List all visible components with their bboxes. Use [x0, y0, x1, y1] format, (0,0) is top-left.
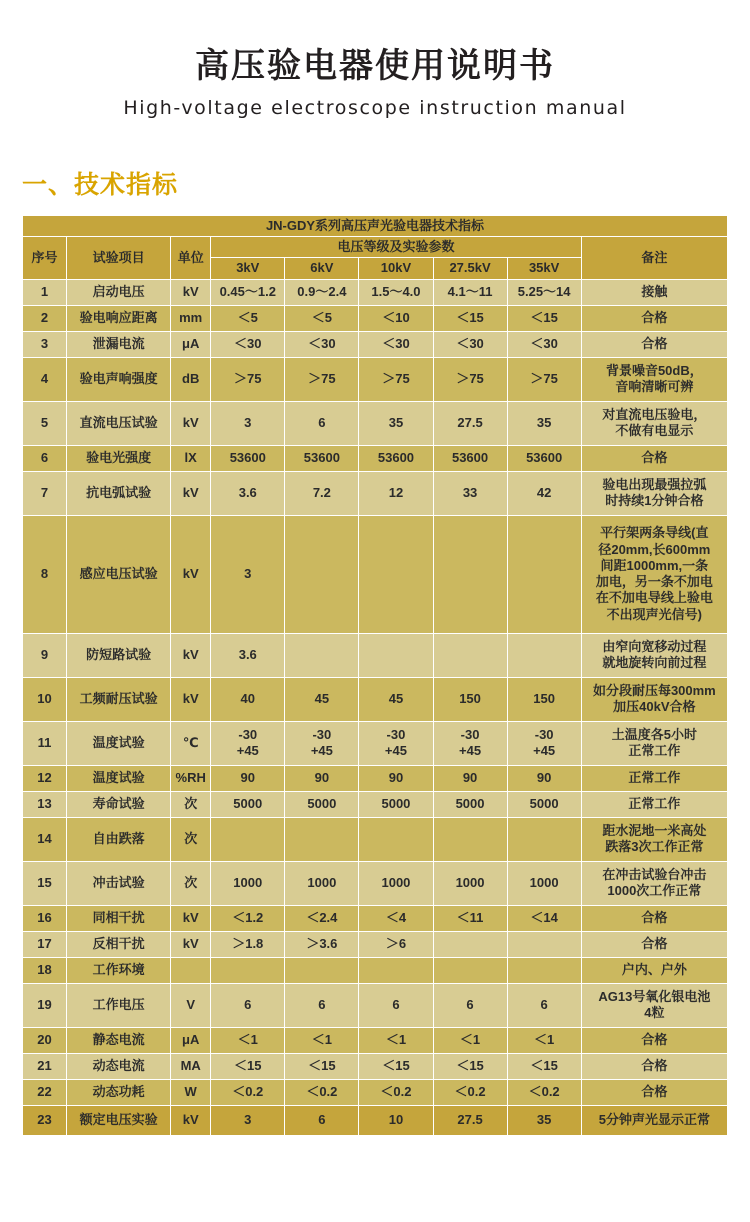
cell-no: 17	[23, 931, 67, 957]
cell-item: 验电光强度	[67, 445, 171, 471]
cell-value-2: ＜15	[285, 1053, 359, 1079]
table-row	[23, 905, 728, 931]
cell-unit: dB	[171, 357, 211, 401]
cell-no: 23	[23, 1105, 67, 1135]
cell-value-5: ＜1	[507, 1027, 581, 1053]
cell-unit: lX	[171, 445, 211, 471]
cell-no: 3	[23, 331, 67, 357]
cell-note: 背景噪音50dB， 音响清晰可辨	[581, 357, 727, 401]
cell-value-2: 45	[285, 677, 359, 721]
cell-note: 合格	[581, 1079, 727, 1105]
table-row	[23, 1105, 728, 1135]
header-item: 试验项目	[67, 237, 171, 280]
cell-value-1: 53600	[211, 445, 285, 471]
cell-item: 冲击试验	[67, 861, 171, 905]
cell-value-4: ＜1	[433, 1027, 507, 1053]
cell-note: 土温度各5小时 正常工作	[581, 721, 727, 765]
header-voltage-3kv: 3kV	[211, 258, 285, 279]
cell-value-4: 150	[433, 677, 507, 721]
cell-value-3: 1000	[359, 861, 433, 905]
cell-unit: MA	[171, 1053, 211, 1079]
cell-value-1: 40	[211, 677, 285, 721]
cell-value-2	[285, 957, 359, 983]
cell-item: 泄漏电流	[67, 331, 171, 357]
cell-note: 验电出现最强拉弧 时持续1分钟合格	[581, 471, 727, 515]
cell-value-3: 90	[359, 765, 433, 791]
cell-unit: kV	[171, 401, 211, 445]
cell-note: 在冲击试验台冲击 1000次工作正常	[581, 861, 727, 905]
cell-value-2	[285, 515, 359, 633]
table-row	[23, 957, 728, 983]
cell-value-3	[359, 633, 433, 677]
cell-value-1: 1000	[211, 861, 285, 905]
cell-value-2: ＞3.6	[285, 931, 359, 957]
cell-value-5	[507, 957, 581, 983]
cell-value-5: 5000	[507, 791, 581, 817]
cell-value-4: 6	[433, 983, 507, 1027]
cell-value-3: -30 +45	[359, 721, 433, 765]
cell-note: 合格	[581, 905, 727, 931]
cell-value-1: ＜1	[211, 1027, 285, 1053]
cell-value-5: ＜30	[507, 331, 581, 357]
cell-value-1: ＜1.2	[211, 905, 285, 931]
cell-unit: kV	[171, 905, 211, 931]
table-row	[23, 1079, 728, 1105]
table-caption: JN-GDY系列高压声光验电器技术指标	[23, 215, 728, 236]
cell-value-4: 27.5	[433, 1105, 507, 1135]
cell-value-5: 150	[507, 677, 581, 721]
cell-unit: kV	[171, 633, 211, 677]
cell-value-4: 33	[433, 471, 507, 515]
cell-value-5	[507, 817, 581, 861]
header-voltage-group: 电压等级及实验参数	[211, 237, 581, 258]
cell-item: 额定电压实验	[67, 1105, 171, 1135]
cell-value-2: 7.2	[285, 471, 359, 515]
cell-value-1: 90	[211, 765, 285, 791]
page-title-zh: 高压验电器使用说明书	[195, 47, 555, 85]
table-row	[23, 765, 728, 791]
cell-unit: μA	[171, 331, 211, 357]
table-row	[23, 817, 728, 861]
table-row	[23, 931, 728, 957]
cell-value-2: ＜5	[285, 305, 359, 331]
table-row	[23, 401, 728, 445]
cell-value-2	[285, 633, 359, 677]
cell-value-4: ＜15	[433, 305, 507, 331]
cell-note: 户内、户外	[581, 957, 727, 983]
cell-value-5: 35	[507, 1105, 581, 1135]
cell-note: 合格	[581, 1053, 727, 1079]
section-heading: 一、技术指标	[22, 170, 179, 199]
cell-value-5: ＜14	[507, 905, 581, 931]
cell-value-3	[359, 817, 433, 861]
cell-no: 1	[23, 279, 67, 305]
cell-value-3: ＜30	[359, 331, 433, 357]
cell-unit	[171, 957, 211, 983]
table-row	[23, 471, 728, 515]
cell-no: 21	[23, 1053, 67, 1079]
table-row	[23, 357, 728, 401]
cell-value-4: 5000	[433, 791, 507, 817]
cell-value-3	[359, 515, 433, 633]
cell-value-4: ＜15	[433, 1053, 507, 1079]
cell-value-5: ＜15	[507, 1053, 581, 1079]
cell-value-4	[433, 515, 507, 633]
cell-value-4: 53600	[433, 445, 507, 471]
cell-value-2: ＜2.4	[285, 905, 359, 931]
table-row	[23, 279, 728, 305]
cell-no: 20	[23, 1027, 67, 1053]
page-title-en: High-voltage electroscope instruction manual	[123, 96, 627, 119]
table-row	[23, 721, 728, 765]
cell-value-5: -30 +45	[507, 721, 581, 765]
cell-item: 动态电流	[67, 1053, 171, 1079]
cell-no: 10	[23, 677, 67, 721]
cell-no: 14	[23, 817, 67, 861]
cell-value-5: 42	[507, 471, 581, 515]
table-header-row-1	[23, 237, 728, 258]
cell-value-5: 5.25～14	[507, 279, 581, 305]
cell-item: 验电声响强度	[67, 357, 171, 401]
cell-value-2: 0.9～2.4	[285, 279, 359, 305]
header-unit: 单位	[171, 237, 211, 280]
cell-value-1	[211, 817, 285, 861]
cell-value-3: 5000	[359, 791, 433, 817]
cell-value-5: ＜0.2	[507, 1079, 581, 1105]
cell-unit: kV	[171, 471, 211, 515]
cell-value-3: 12	[359, 471, 433, 515]
cell-value-3: ＜0.2	[359, 1079, 433, 1105]
cell-unit: 次	[171, 817, 211, 861]
cell-no: 5	[23, 401, 67, 445]
cell-value-1	[211, 957, 285, 983]
cell-item: 静态电流	[67, 1027, 171, 1053]
cell-value-5: 90	[507, 765, 581, 791]
cell-item: 验电响应距离	[67, 305, 171, 331]
cell-value-3: ＞75	[359, 357, 433, 401]
cell-no: 6	[23, 445, 67, 471]
cell-value-5: ＜15	[507, 305, 581, 331]
table-row	[23, 861, 728, 905]
cell-value-1: 3	[211, 515, 285, 633]
cell-value-2: ＜1	[285, 1027, 359, 1053]
cell-value-1: 3.6	[211, 633, 285, 677]
table-row	[23, 1027, 728, 1053]
cell-value-4	[433, 817, 507, 861]
cell-note: 正常工作	[581, 791, 727, 817]
cell-unit: kV	[171, 677, 211, 721]
table-row	[23, 331, 728, 357]
cell-value-2: 6	[285, 401, 359, 445]
cell-item: 温度试验	[67, 765, 171, 791]
cell-value-1: 5000	[211, 791, 285, 817]
cell-value-1: 3	[211, 1105, 285, 1135]
spec-table	[22, 215, 728, 1136]
cell-value-3: 35	[359, 401, 433, 445]
cell-item: 工作电压	[67, 983, 171, 1027]
cell-note: AG13号氧化银电池 4粒	[581, 983, 727, 1027]
cell-no: 16	[23, 905, 67, 931]
cell-item: 感应电压试验	[67, 515, 171, 633]
cell-item: 反相干扰	[67, 931, 171, 957]
header-voltage-35kv: 35kV	[507, 258, 581, 279]
cell-value-3: 53600	[359, 445, 433, 471]
cell-value-2: 6	[285, 1105, 359, 1135]
header-voltage-6kv: 6kV	[285, 258, 359, 279]
cell-no: 11	[23, 721, 67, 765]
cell-note: 合格	[581, 1027, 727, 1053]
cell-no: 19	[23, 983, 67, 1027]
table-row	[23, 445, 728, 471]
cell-value-4: ＜0.2	[433, 1079, 507, 1105]
cell-item: 温度试验	[67, 721, 171, 765]
cell-note: 正常工作	[581, 765, 727, 791]
cell-value-3: 45	[359, 677, 433, 721]
cell-note: 合格	[581, 331, 727, 357]
cell-no: 4	[23, 357, 67, 401]
cell-unit: ℃	[171, 721, 211, 765]
cell-value-4: 4.1～11	[433, 279, 507, 305]
table-row	[23, 983, 728, 1027]
cell-value-4: ＞75	[433, 357, 507, 401]
cell-value-1: 3	[211, 401, 285, 445]
cell-value-1: ＜5	[211, 305, 285, 331]
cell-value-3: ＜15	[359, 1053, 433, 1079]
header-voltage-10kv: 10kV	[359, 258, 433, 279]
cell-value-1: 6	[211, 983, 285, 1027]
cell-unit: 次	[171, 791, 211, 817]
cell-value-3: ＜1	[359, 1027, 433, 1053]
cell-unit: kV	[171, 1105, 211, 1135]
cell-note: 由窄向宽移动过程 就地旋转向前过程	[581, 633, 727, 677]
table-row	[23, 515, 728, 633]
cell-value-4: 90	[433, 765, 507, 791]
cell-value-5: 53600	[507, 445, 581, 471]
cell-no: 9	[23, 633, 67, 677]
cell-value-2: 53600	[285, 445, 359, 471]
cell-note: 如分段耐压每300mm 加压40kV合格	[581, 677, 727, 721]
cell-note: 5分钟声光显示正常	[581, 1105, 727, 1135]
cell-value-2: -30 +45	[285, 721, 359, 765]
cell-item: 动态功耗	[67, 1079, 171, 1105]
cell-no: 2	[23, 305, 67, 331]
cell-note: 合格	[581, 305, 727, 331]
cell-value-3: 6	[359, 983, 433, 1027]
cell-value-1: ＜15	[211, 1053, 285, 1079]
cell-note: 合格	[581, 445, 727, 471]
header-note: 备注	[581, 237, 727, 280]
cell-value-4	[433, 957, 507, 983]
cell-item: 启动电压	[67, 279, 171, 305]
cell-value-3	[359, 957, 433, 983]
cell-value-4: 27.5	[433, 401, 507, 445]
cell-value-5: ＞75	[507, 357, 581, 401]
cell-value-5: 35	[507, 401, 581, 445]
cell-unit: kV	[171, 279, 211, 305]
cell-item: 工作环境	[67, 957, 171, 983]
cell-note: 平行架两条导线(直 径20mm,长600mm 间距1000mm,一条 加电，另一条不加电 在不加电导线上验电 不出现声光信号)	[581, 515, 727, 633]
cell-unit: 次	[171, 861, 211, 905]
cell-note: 接触	[581, 279, 727, 305]
cell-value-1: ＜0.2	[211, 1079, 285, 1105]
cell-unit: %RH	[171, 765, 211, 791]
cell-unit: μA	[171, 1027, 211, 1053]
cell-value-1: 3.6	[211, 471, 285, 515]
cell-value-5	[507, 931, 581, 957]
cell-value-2	[285, 817, 359, 861]
cell-value-3: 10	[359, 1105, 433, 1135]
cell-item: 自由跌落	[67, 817, 171, 861]
cell-item: 直流电压试验	[67, 401, 171, 445]
cell-value-2: 1000	[285, 861, 359, 905]
cell-value-3: 1.5～4.0	[359, 279, 433, 305]
cell-value-1: ＜30	[211, 331, 285, 357]
cell-value-4	[433, 633, 507, 677]
cell-value-2: ＞75	[285, 357, 359, 401]
cell-unit: mm	[171, 305, 211, 331]
cell-value-4	[433, 931, 507, 957]
table-row	[23, 633, 728, 677]
header-voltage-27kv: 27.5kV	[433, 258, 507, 279]
header-no: 序号	[23, 237, 67, 280]
cell-no: 13	[23, 791, 67, 817]
cell-unit: kV	[171, 931, 211, 957]
cell-value-4: ＜30	[433, 331, 507, 357]
cell-value-3: ＞6	[359, 931, 433, 957]
cell-no: 18	[23, 957, 67, 983]
cell-value-1: -30 +45	[211, 721, 285, 765]
cell-no: 8	[23, 515, 67, 633]
cell-unit: W	[171, 1079, 211, 1105]
table-row	[23, 677, 728, 721]
cell-note: 对直流电压验电， 不做有电显示	[581, 401, 727, 445]
cell-value-3: ＜10	[359, 305, 433, 331]
cell-no: 12	[23, 765, 67, 791]
cell-value-5: 1000	[507, 861, 581, 905]
cell-note: 距水泥地一米高处 跌落3次工作正常	[581, 817, 727, 861]
table-row	[23, 791, 728, 817]
cell-value-5	[507, 515, 581, 633]
cell-no: 15	[23, 861, 67, 905]
cell-item: 防短路试验	[67, 633, 171, 677]
cell-value-2: ＜0.2	[285, 1079, 359, 1105]
cell-item: 寿命试验	[67, 791, 171, 817]
cell-unit: kV	[171, 515, 211, 633]
cell-value-1: ＞1.8	[211, 931, 285, 957]
cell-note: 合格	[581, 931, 727, 957]
cell-value-2: 6	[285, 983, 359, 1027]
table-caption-row	[23, 215, 728, 236]
cell-value-1: ＞75	[211, 357, 285, 401]
cell-value-4: ＜11	[433, 905, 507, 931]
cell-value-2: 90	[285, 765, 359, 791]
cell-value-3: ＜4	[359, 905, 433, 931]
cell-value-5: 6	[507, 983, 581, 1027]
cell-value-2: 5000	[285, 791, 359, 817]
cell-item: 同相干扰	[67, 905, 171, 931]
cell-value-4: 1000	[433, 861, 507, 905]
table-row	[23, 305, 728, 331]
table-row	[23, 1053, 728, 1079]
cell-value-5	[507, 633, 581, 677]
cell-value-2: ＜30	[285, 331, 359, 357]
cell-unit: V	[171, 983, 211, 1027]
cell-no: 7	[23, 471, 67, 515]
cell-value-4: -30 +45	[433, 721, 507, 765]
cell-value-1: 0.45～1.2	[211, 279, 285, 305]
cell-no: 22	[23, 1079, 67, 1105]
cell-item: 工频耐压试验	[67, 677, 171, 721]
cell-item: 抗电弧试验	[67, 471, 171, 515]
